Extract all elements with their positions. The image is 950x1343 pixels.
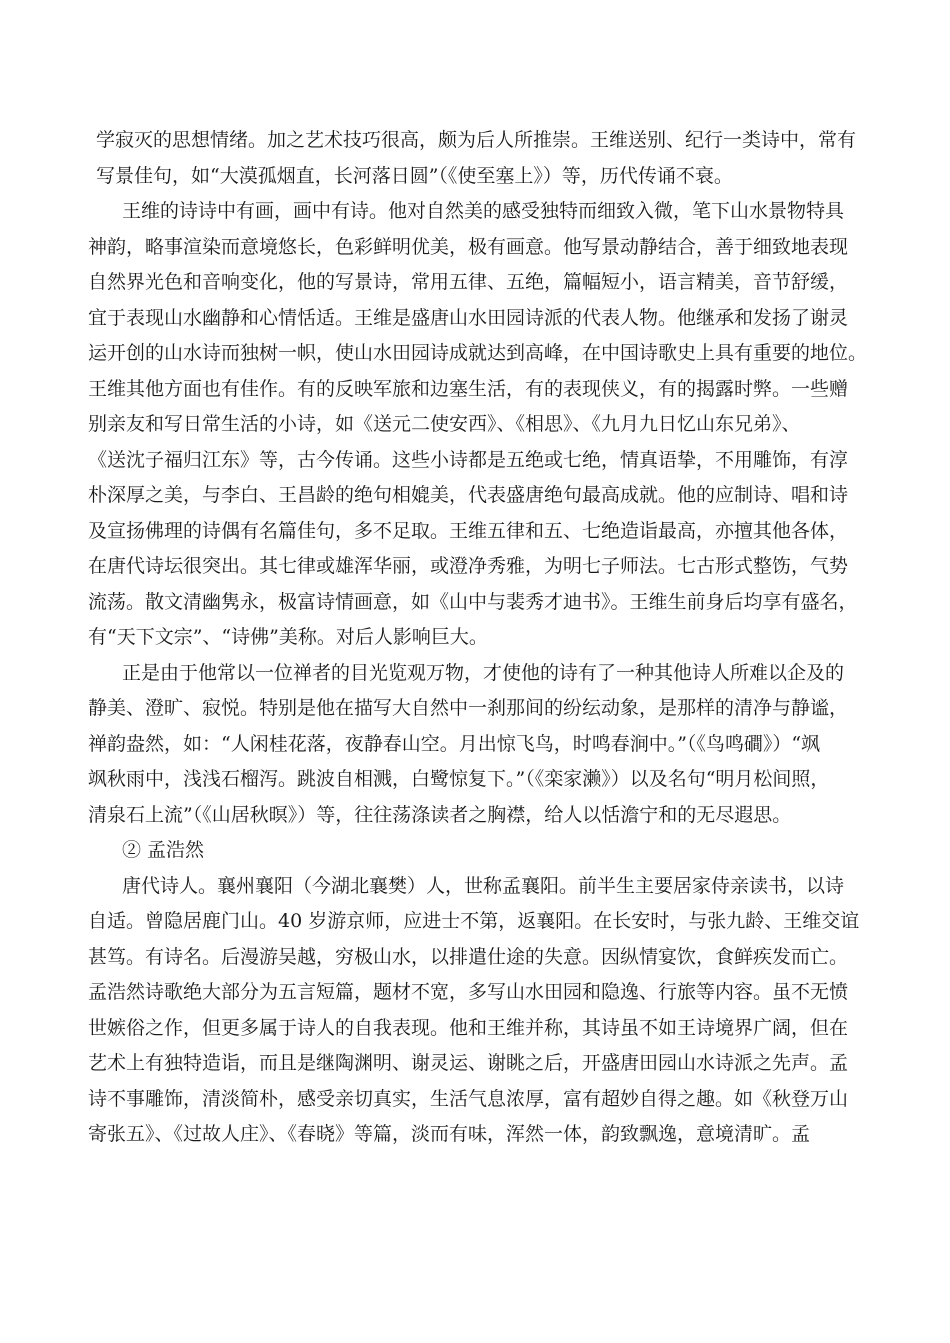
text-line: 静美、澄旷、寂悦。特别是他在描写大自然中一刹那间的纷纭动象，是那样的清净与静谧， [88,697,849,719]
text-line: 清泉石上流”（《山居秋暝》）等，往往荡涤读者之胸襟，给人以恬澹宁和的无尽遐思。 [88,803,792,826]
text-line: 运开创的山水诗而独树一帜，使山水田园诗成就达到高峰，在中国诗歌史上具有重要的地位。 [88,342,868,364]
text-line: 寄张五》、《过故人庄》、《春晓》等篇，淡而有味，浑然一体，韵致飘逸，意境清旷。孟 [88,1123,811,1145]
text-line: 朴深厚之美，与李白、王昌龄的绝句相媲美，代表盛唐绝句最高成就。他的应制诗、唱和诗 [88,484,849,506]
body-text [88,123,878,1153]
text-line: 自然界光色和音响变化，他的写景诗，常用五律、五绝，篇幅短小，语言精美，音节舒缓， [88,271,849,293]
paragraph-start-line: 正是由于他常以一位禅者的目光览观万物，才使他的诗有了一种其他诗人所难以企及的 [122,661,845,684]
text-line: 自适。曾隐居鹿门山。40 岁游京师，应进士不第，返襄阳。在长安时，与张九龄、王维交谊 [88,910,860,932]
text-line: 写景佳句，如“大漠孤烟直，长河落日圆”（《使至塞上》）等，历代传诵不衰。 [96,164,733,187]
text-line: 及宣扬佛理的诗偶有名篇佳句，多不足取。王维五律和五、七绝造诣最高，亦擅其他各体， [88,519,849,542]
text-line: 诗不事雕饰，清淡简朴，感受亲切真实，生活气息浓厚，富有超妙自得之趣。如《秋登万山 [88,1087,849,1110]
text-line: 别亲友和写日常生活的小诗，如《送元二使安西》、《相思》、《九月九日忆山东兄弟》、 [88,413,801,435]
section-heading: ② 孟浩然 [122,839,205,861]
text-line: 《送沈子福归江东》等，古今传诵。这些小诗都是五绝或七绝，情真语挚，不用雕饰，有淳 [88,448,849,471]
text-line: 禅韵盎然，如：“人闲桂花落，夜静春山空。月出惊飞鸟，时鸣春涧中。”（《鸟鸣磵》）“飒 [88,732,821,755]
text-line: 甚笃。有诗名。后漫游吴越，穷极山水，以排遣仕途的失意。因纵情宴饮，食鲜疾发而亡。 [88,945,849,968]
paragraph-start-line: 唐代诗人。襄州襄阳（今湖北襄樊）人，世称孟襄阳。前半生主要居家侍亲读书，以诗 [122,874,845,897]
text-line: 有“天下文宗”、“诗佛”美称。对后人影响巨大。 [88,626,488,648]
text-line: 艺术上有独特造诣，而且是继陶渊明、谢灵运、谢眺之后，开盛唐田园山水诗派之先声。孟 [88,1052,849,1074]
text-line: 飒秋雨中，浅浅石榴泻。跳波自相溅，白鹭惊复下。”（《栾家濑》）以及名句“明月松间照， [88,768,830,790]
text-line: 神韵，略事渲染而意境悠长，色彩鲜明优美，极有画意。他写景动静结合，善于细致地表现 [88,235,849,258]
text-line: 宜于表现山水幽静和心情恬适。王维是盛唐山水田园诗派的代表人物。他继承和发扬了谢灵 [88,306,849,329]
text-line: 学寂灭的思想情绪。加之艺术技巧很高，颇为后人所推崇。王维送别、纪行一类诗中，常有 [96,129,857,151]
text-line: 孟浩然诗歌绝大部分为五言短篇，题材不宽，多写山水田园和隐逸、行旅等内容。虽不无愤 [88,981,849,1003]
text-line: 世嫉俗之作，但更多属于诗人的自我表现。他和王维并称，其诗虽不如王诗境界广阔，但在 [88,1016,849,1039]
text-line: 在唐代诗坛很突出。其七律或雄浑华丽，或澄净秀雅，为明七子师法。七古形式整饬，气势 [88,555,849,577]
paragraph-start-line: 王维的诗诗中有画，画中有诗。他对自然美的感受独特而细致入微，笔下山水景物特具 [122,200,845,222]
text-line: 流荡。散文清幽隽永，极富诗情画意，如《山中与裴秀才迪书》。王维生前身后均享有盛名， [88,590,858,613]
text-line: 王维其他方面也有佳作。有的反映军旅和边塞生活，有的表现侠义，有的揭露时弊。一些赠 [88,377,849,400]
